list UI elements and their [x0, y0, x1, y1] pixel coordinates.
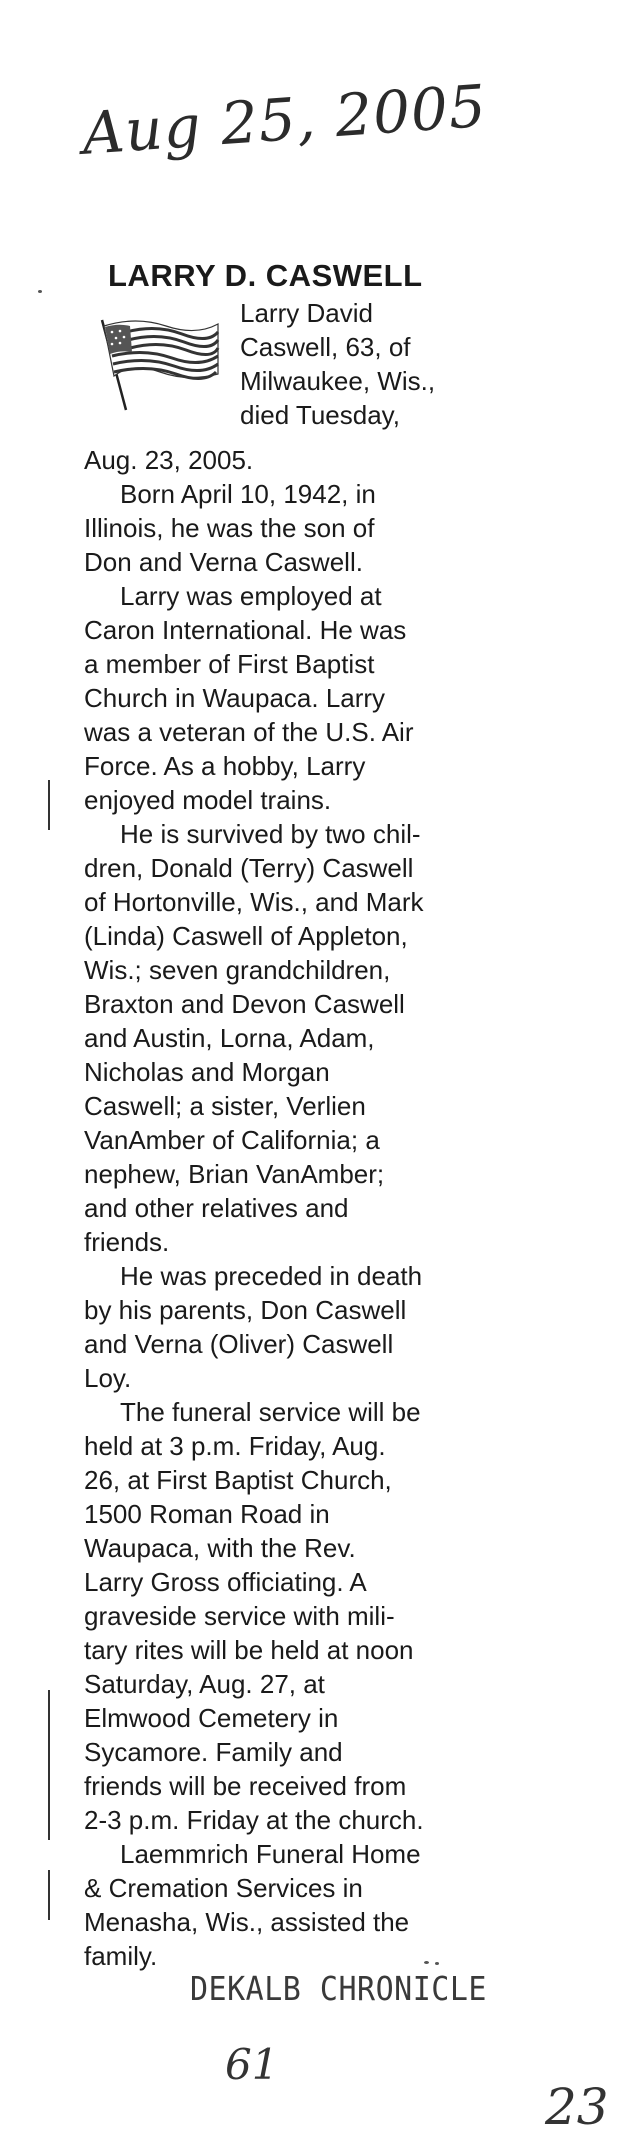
obituary-line: dren, Donald (Terry) Caswell — [84, 853, 414, 883]
obituary-line: VanAmber of California; a — [84, 1125, 380, 1155]
handwritten-corner-scribble: 23 — [545, 2078, 609, 2136]
handwritten-page-note: 61 — [225, 2040, 279, 2089]
obituary-line: Saturday, Aug. 27, at — [84, 1669, 325, 1699]
obituary-line: a member of First Baptist — [84, 649, 375, 679]
margin-mark — [48, 1870, 50, 1920]
obituary-line: enjoyed model trains. — [84, 785, 332, 815]
obituary-line: Sycamore. Family and — [84, 1737, 343, 1767]
obituary-line: He was preceded in death — [120, 1261, 423, 1291]
obituary-line: Larry was employed at — [120, 581, 382, 611]
obituary-line: nephew, Brian VanAmber; — [84, 1159, 385, 1189]
obituary-line: Braxton and Devon Caswell — [84, 989, 405, 1019]
lead-line: Caswell, 63, of — [240, 332, 411, 362]
lead-line: died Tuesday, — [240, 400, 400, 430]
obituary-line: Wis.; seven grandchildren, — [84, 955, 391, 985]
obituary-line: Waupaca, with the Rev. — [84, 1533, 356, 1563]
obituary-line: Force. As a hobby, Larry — [84, 751, 366, 781]
margin-mark — [48, 780, 50, 830]
obituary-line: Loy. — [84, 1363, 132, 1393]
obituary-headline: LARRY D. CASWELL — [108, 258, 423, 293]
obituary-line: friends will be received from — [84, 1771, 407, 1801]
lead-line: Larry David — [240, 298, 373, 328]
obituary-line: 1500 Roman Road in — [84, 1499, 330, 1529]
scan-speck — [424, 1961, 429, 1964]
obituary-line: graveside service with mili- — [84, 1601, 395, 1631]
scan-speck — [435, 1962, 439, 1965]
obituary-line: Menasha, Wis., assisted the — [84, 1907, 410, 1937]
margin-mark — [48, 1690, 50, 1840]
obituary-line: Nicholas and Morgan — [84, 1057, 330, 1087]
obituary-line: family. — [84, 1941, 158, 1971]
obituary-line: of Hortonville, Wis., and Mark — [84, 887, 424, 917]
obituary-line: He is survived by two chil- — [120, 819, 421, 849]
obituary-body — [84, 443, 504, 1973]
obituary-line: Caswell; a sister, Verlien — [84, 1091, 366, 1121]
obituary-line: friends. — [84, 1227, 170, 1257]
obituary-line: Elmwood Cemetery in — [84, 1703, 339, 1733]
newspaper-source-stamp: DEKALB CHRONICLE — [190, 1970, 487, 2009]
american-flag-icon — [96, 312, 220, 412]
obituary-line: 26, at First Baptist Church, — [84, 1465, 392, 1495]
obituary-line: and other relatives and — [84, 1193, 349, 1223]
obituary-line: and Verna (Oliver) Caswell — [84, 1329, 394, 1359]
obituary-line: Church in Waupaca. Larry — [84, 683, 386, 713]
obituary-line: Caron International. He was — [84, 615, 407, 645]
obituary-line: Born April 10, 1942, in — [120, 479, 376, 509]
obituary-line: tary rites will be held at noon — [84, 1635, 414, 1665]
obituary-line: 2-3 p.m. Friday at the church. — [84, 1805, 424, 1835]
obituary-line: The funeral service will be — [120, 1397, 421, 1427]
obituary-line: Illinois, he was the son of — [84, 513, 375, 543]
obituary-line: Laemmrich Funeral Home — [120, 1839, 421, 1869]
flag-cloth — [104, 321, 218, 379]
obituary-line: and Austin, Lorna, Adam, — [84, 1023, 375, 1053]
obituary-line: by his parents, Don Caswell — [84, 1295, 407, 1325]
handwritten-date: Aug 25, 2005 — [80, 71, 489, 168]
obituary-line: (Linda) Caswell of Appleton, — [84, 921, 408, 951]
obituary-line: was a veteran of the U.S. Air — [84, 717, 414, 747]
obituary-line: Aug. 23, 2005. — [84, 445, 254, 475]
lead-line: Milwaukee, Wis., — [240, 366, 436, 396]
obituary-line: Larry Gross officiating. A — [84, 1567, 367, 1597]
obituary-line: held at 3 p.m. Friday, Aug. — [84, 1431, 386, 1461]
obituary-line: Don and Verna Caswell. — [84, 547, 363, 577]
scan-speck — [38, 290, 42, 293]
obituary-line: & Cremation Services in — [84, 1873, 363, 1903]
